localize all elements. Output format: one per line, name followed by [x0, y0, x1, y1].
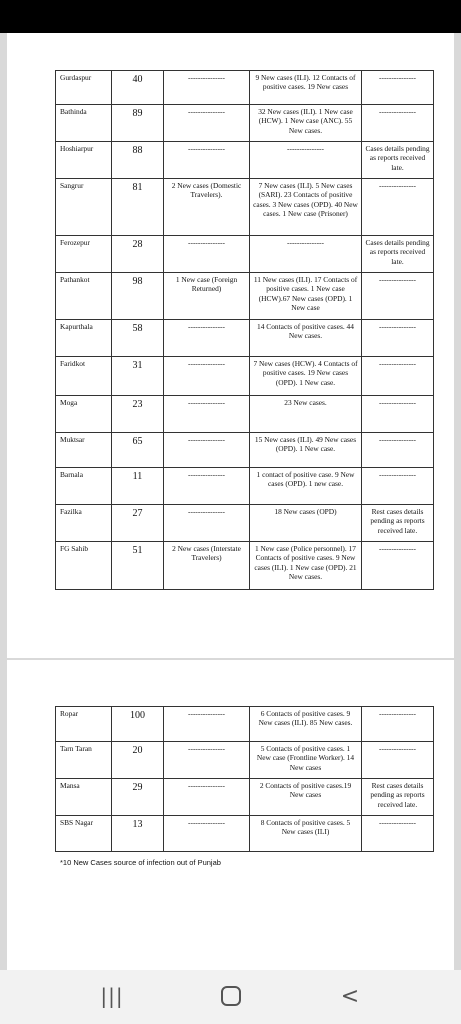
district-cell: SBS Nagar: [56, 816, 112, 852]
travel-cell: ---------------: [164, 779, 250, 816]
remarks-cell: ---------------: [362, 71, 434, 105]
remarks-cell: Cases details pending as reports received late.: [362, 142, 434, 179]
home-icon: [221, 986, 241, 1006]
district-cell: Bathinda: [56, 105, 112, 142]
contacts-cell: 18 New cases (OPD): [250, 505, 362, 542]
contacts-cell: 7 New cases (HCW). 4 Contacts of positive cases. 19 New cases (OPD). 1 New case.: [250, 357, 362, 396]
contacts-cell: 5 Contacts of positive cases. 1 New case (Frontline Worker). 14 New cases: [250, 742, 362, 779]
district-cell: Sangrur: [56, 179, 112, 236]
count-cell: 98: [112, 273, 164, 320]
document-page-1: [7, 33, 454, 658]
district-cell: Ferozepur: [56, 236, 112, 273]
count-cell: 20: [112, 742, 164, 779]
recents-icon: |||: [100, 984, 124, 1008]
count-cell: 58: [112, 320, 164, 357]
travel-cell: ---------------: [164, 236, 250, 273]
district-cell: Kapurthala: [56, 320, 112, 357]
contacts-cell: 6 Contacts of positive cases. 9 New cases (ILI). 85 New cases.: [250, 707, 362, 742]
count-cell: 89: [112, 105, 164, 142]
district-cell: Ropar: [56, 707, 112, 742]
count-cell: 11: [112, 468, 164, 505]
table-row: [56, 357, 434, 396]
remarks-cell: ---------------: [362, 396, 434, 433]
status-bar: [0, 0, 461, 33]
travel-cell: ---------------: [164, 505, 250, 542]
travel-cell: ---------------: [164, 142, 250, 179]
remarks-cell: ---------------: [362, 357, 434, 396]
count-cell: 51: [112, 542, 164, 590]
table-row: [56, 142, 434, 179]
district-cell: Moga: [56, 396, 112, 433]
travel-cell: ---------------: [164, 396, 250, 433]
home-button[interactable]: [211, 980, 251, 1012]
table-row: [56, 433, 434, 468]
count-cell: 88: [112, 142, 164, 179]
count-cell: 40: [112, 71, 164, 105]
district-cell: Mansa: [56, 779, 112, 816]
travel-cell: ---------------: [164, 105, 250, 142]
contacts-cell: 9 New cases (ILI). 12 Contacts of positive cases. 19 New cases: [250, 71, 362, 105]
remarks-cell: ---------------: [362, 542, 434, 590]
remarks-cell: ---------------: [362, 273, 434, 320]
remarks-cell: ---------------: [362, 742, 434, 779]
contacts-cell: 8 Contacts of positive cases. 5 New cases (ILI): [250, 816, 362, 852]
navigation-bar: [0, 970, 461, 1024]
district-cell: Gurdaspur: [56, 71, 112, 105]
remarks-cell: Rest cases details pending as reports received late.: [362, 505, 434, 542]
remarks-cell: ---------------: [362, 179, 434, 236]
table-row: [56, 468, 434, 505]
travel-cell: ---------------: [164, 742, 250, 779]
contacts-cell: 1 New case (Police personnel). 17 Contacts of positive cases. 9 New cases (ILI). 1 New case (OPD). 21 New cases.: [250, 542, 362, 590]
district-cell: Muktsar: [56, 433, 112, 468]
district-cell: Fazilka: [56, 505, 112, 542]
count-cell: 31: [112, 357, 164, 396]
contacts-cell: 15 New cases (ILI). 49 New cases (OPD). 1 New case.: [250, 433, 362, 468]
travel-cell: ---------------: [164, 320, 250, 357]
contacts-cell: 11 New cases (ILI). 17 Contacts of positive cases. 1 New case (HCW).67 New cases (OPD). 1 New case: [250, 273, 362, 320]
table-row: [56, 105, 434, 142]
table-row: [56, 396, 434, 433]
count-cell: 27: [112, 505, 164, 542]
travel-cell: ---------------: [164, 816, 250, 852]
count-cell: 13: [112, 816, 164, 852]
table-row: [56, 816, 434, 852]
back-button[interactable]: [330, 980, 370, 1012]
travel-cell: ---------------: [164, 357, 250, 396]
district-cell: FG Sahib: [56, 542, 112, 590]
contacts-cell: 14 Contacts of positive cases. 44 New cases.: [250, 320, 362, 357]
district-cell: Hoshiarpur: [56, 142, 112, 179]
district-cell: Barnala: [56, 468, 112, 505]
district-cell: Tarn Taran: [56, 742, 112, 779]
remarks-cell: Rest cases details pending as reports received late.: [362, 779, 434, 816]
district-cell: Pathankot: [56, 273, 112, 320]
contacts-cell: 1 contact of positive case. 9 New cases (OPD). 1 new case.: [250, 468, 362, 505]
count-cell: 23: [112, 396, 164, 433]
contacts-cell: 32 New cases (ILI). 1 New case (HCW). 1 New case (ANC). 55 New cases.: [250, 105, 362, 142]
table-row: [56, 505, 434, 542]
travel-cell: 2 New cases (Domestic Travelers).: [164, 179, 250, 236]
table-row: [56, 71, 434, 105]
travel-cell: ---------------: [164, 71, 250, 105]
remarks-cell: ---------------: [362, 320, 434, 357]
table-row: [56, 742, 434, 779]
table-row: [56, 779, 434, 816]
travel-cell: ---------------: [164, 433, 250, 468]
cases-table-1: [55, 70, 434, 590]
contacts-cell: 2 Contacts of positive cases.19 New cases: [250, 779, 362, 816]
contacts-cell: 7 New cases (ILI). 5 New cases (SARI). 23 Contacts of positive cases. 3 New cases (OPD). 40 New cases. 1 New case (Prisoner): [250, 179, 362, 236]
document-page-2: [7, 660, 454, 970]
table-row: [56, 179, 434, 236]
table-row: [56, 542, 434, 590]
remarks-cell: ---------------: [362, 707, 434, 742]
footnote: *10 New Cases source of infection out of Punjab: [60, 858, 221, 867]
travel-cell: ---------------: [164, 707, 250, 742]
table-row: [56, 236, 434, 273]
contacts-cell: ---------------: [250, 142, 362, 179]
remarks-cell: ---------------: [362, 433, 434, 468]
count-cell: 81: [112, 179, 164, 236]
recents-button[interactable]: [92, 980, 132, 1012]
count-cell: 65: [112, 433, 164, 468]
travel-cell: 1 New case (Foreign Returned): [164, 273, 250, 320]
count-cell: 29: [112, 779, 164, 816]
remarks-cell: ---------------: [362, 816, 434, 852]
cases-table-2: [55, 706, 434, 852]
remarks-cell: ---------------: [362, 105, 434, 142]
contacts-cell: ---------------: [250, 236, 362, 273]
remarks-cell: ---------------: [362, 468, 434, 505]
count-cell: 100: [112, 707, 164, 742]
remarks-cell: Cases details pending as reports received late.: [362, 236, 434, 273]
back-icon: <: [340, 983, 360, 1009]
table-row: [56, 707, 434, 742]
table-row: [56, 273, 434, 320]
table-row: [56, 320, 434, 357]
district-cell: Faridkot: [56, 357, 112, 396]
count-cell: 28: [112, 236, 164, 273]
contacts-cell: 23 New cases.: [250, 396, 362, 433]
travel-cell: ---------------: [164, 468, 250, 505]
travel-cell: 2 New cases (Interstate Travelers): [164, 542, 250, 590]
